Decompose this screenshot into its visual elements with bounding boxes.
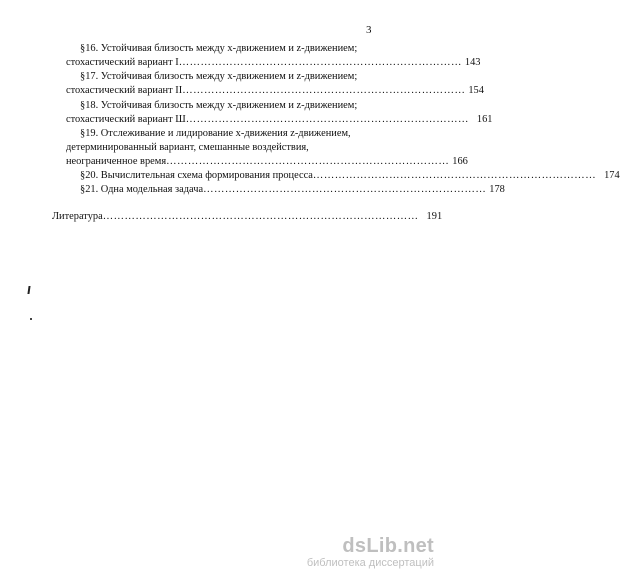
toc-line	[80, 42, 370, 55]
toc-entry-title: неограниченное время	[66, 156, 167, 167]
toc-entry-title: Литература	[52, 211, 103, 222]
toc-line	[80, 70, 370, 83]
toc-line	[80, 169, 620, 182]
toc-entry-title: §16. Устойчивая близость между x-движением и z-движением;	[80, 43, 358, 54]
toc-line	[80, 99, 370, 112]
watermark	[307, 535, 434, 570]
dot-leader: ……………………………………………………………………	[178, 57, 462, 68]
dot-leader: ……………………………………………………………………	[203, 184, 487, 195]
toc-page-number: 178	[489, 184, 505, 195]
toc-line	[52, 210, 443, 223]
toc-entry-title: §21. Одна модельная задача	[80, 184, 204, 195]
dot-leader: ……………………………………………………………………	[182, 85, 466, 96]
toc-line	[80, 127, 370, 140]
dot-leader: ……………………………………………………………………	[312, 170, 597, 181]
toc-page-number: 191	[426, 211, 443, 222]
toc-line	[66, 56, 481, 69]
toc-entry-title: стохастический вариант Ш	[66, 114, 186, 125]
toc-entry-title: §19. Отслеживание и лидирование x-движения z-движением,	[80, 128, 351, 139]
toc-line	[66, 141, 356, 154]
toc-entry-title: §18. Устойчивая близость между x-движением и z-движением;	[80, 100, 358, 111]
dot-leader: ……………………………………………………………………………	[102, 211, 419, 222]
toc-page-number: 166	[452, 156, 468, 167]
scan-mark	[27, 286, 30, 294]
toc-line	[66, 155, 468, 168]
watermark-logo: dsLib.net	[342, 535, 434, 557]
toc-page-number: 174	[604, 170, 620, 181]
toc-entry-title: стохастический вариант II	[66, 85, 183, 96]
toc-page-number: 161	[476, 114, 493, 125]
toc-line	[66, 113, 493, 126]
dot-leader: ……………………………………………………………………	[185, 114, 469, 125]
toc-entry-title: детерминированный вариант, смешанные воздействия,	[66, 142, 309, 153]
toc-page-number: 154	[468, 85, 484, 96]
scan-dot	[30, 318, 32, 320]
dot-leader: ……………………………………………………………………	[166, 156, 450, 167]
toc-entry-title: §17. Устойчивая близость между x-движением и z-движением;	[80, 71, 358, 82]
toc-line	[66, 84, 484, 97]
toc-entry-title: §20. Вычислительная схема формирования процесса	[80, 170, 313, 181]
toc-line	[80, 183, 505, 196]
toc-entry-title: стохастический вариант I	[66, 57, 179, 68]
watermark-tagline: библиотека диссертаций	[306, 557, 434, 569]
page-number: 3	[366, 24, 372, 36]
toc-page-number: 143	[464, 57, 481, 68]
